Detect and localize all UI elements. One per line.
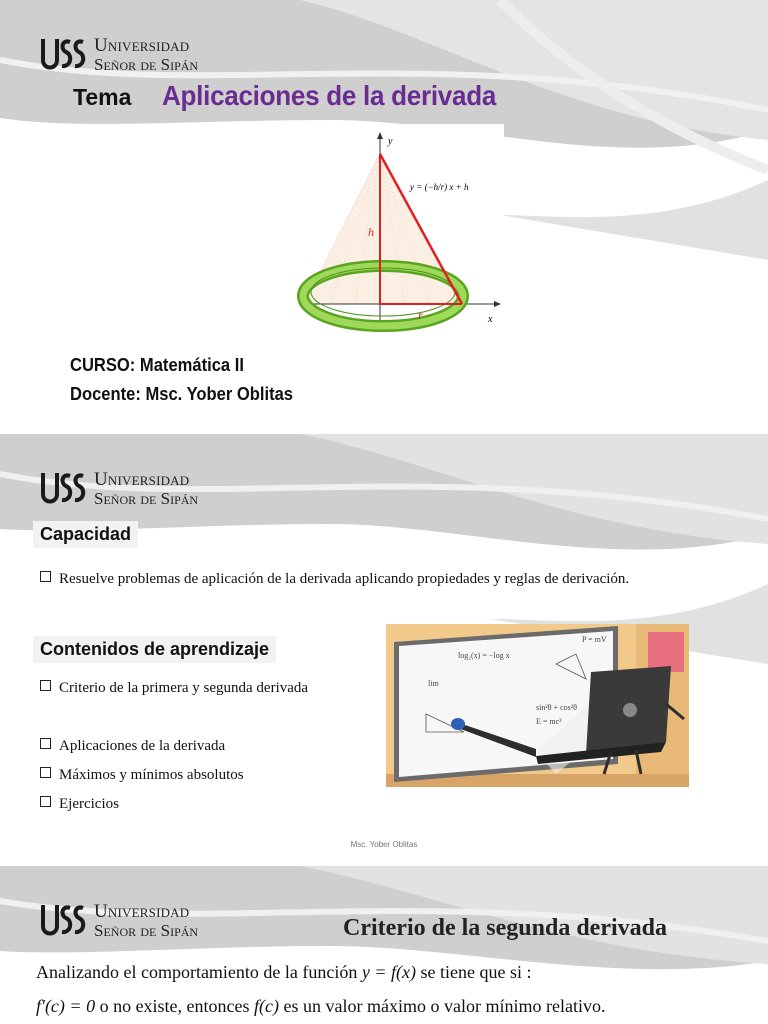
logo-line-2: Señor de Sipán xyxy=(94,489,199,508)
university-logo xyxy=(40,470,198,508)
y-axis-label: y xyxy=(388,136,393,147)
h-label: h xyxy=(368,225,374,239)
slide-3-line-2: f′(c) = 0 o no existe, entonces f(c) es un valor máximo o valor mínimo relativo. xyxy=(36,996,606,1016)
svg-text:log₂(x) = −log x: log₂(x) = −log x xyxy=(458,651,510,660)
university-logo xyxy=(40,36,198,74)
contenido-item-3: Máximos y mínimos absolutos xyxy=(40,761,244,790)
contenido-item-2: Aplicaciones de la derivada xyxy=(40,732,225,761)
checkbox-bullet-icon xyxy=(40,767,51,778)
laptop-board-image xyxy=(386,624,689,787)
cone-diagram xyxy=(270,124,504,348)
uss-monogram-icon xyxy=(40,36,86,74)
svg-text:P = mV: P = mV xyxy=(582,635,607,644)
slide-footer: Msc. Yober Oblitas xyxy=(350,840,418,849)
x-axis-label: x xyxy=(488,314,493,325)
contenido-item-1: Criterio de la primera y segunda derivada xyxy=(40,674,330,703)
logo-line-1: Universidad xyxy=(94,901,190,922)
contenidos-heading: Contenidos de aprendizaje xyxy=(33,636,276,663)
tema-label: Tema xyxy=(73,84,132,110)
slide-2 xyxy=(0,434,768,862)
svg-text:E = mc²: E = mc² xyxy=(536,717,562,726)
checkbox-bullet-icon xyxy=(40,571,51,582)
logo-line-2: Señor de Sipán xyxy=(94,921,199,940)
slide-3-line-1: Analizando el comportamiento de la función y = f(x) se tiene que si : xyxy=(36,962,532,982)
curso-label: CURSO: Matemática II xyxy=(70,355,244,375)
contenido-item-4: Ejercicios xyxy=(40,790,119,819)
uss-monogram-icon xyxy=(40,470,86,508)
capacidad-text: Resuelve problemas de aplicación de la derivada aplicando propiedades y reglas de derivación. xyxy=(40,565,700,594)
tema-title: Aplicaciones de la derivada xyxy=(162,80,497,111)
equation-label: y = (−h/r) x + h xyxy=(410,182,469,192)
svg-text:lim: lim xyxy=(428,679,439,688)
university-logo xyxy=(40,902,198,940)
logo-line-1: Universidad xyxy=(94,469,190,490)
slide-3-title: Criterio de la segunda derivada xyxy=(343,915,667,941)
checkbox-bullet-icon xyxy=(40,796,51,807)
r-label: r xyxy=(418,308,423,322)
checkbox-bullet-icon xyxy=(40,738,51,749)
uss-monogram-icon xyxy=(40,902,86,940)
svg-text:sin²θ + cos²θ: sin²θ + cos²θ xyxy=(536,703,577,712)
logo-line-2: Señor de Sipán xyxy=(94,55,199,74)
slide-1 xyxy=(0,0,768,430)
laptop-whiteboard-illustration xyxy=(386,624,689,787)
docente-label: Docente: Msc. Yober Oblitas xyxy=(70,384,294,404)
cone-figure xyxy=(270,124,504,348)
checkbox-bullet-icon xyxy=(40,680,51,691)
logo-line-1: Universidad xyxy=(94,35,190,56)
capacidad-heading: Capacidad xyxy=(33,521,138,548)
